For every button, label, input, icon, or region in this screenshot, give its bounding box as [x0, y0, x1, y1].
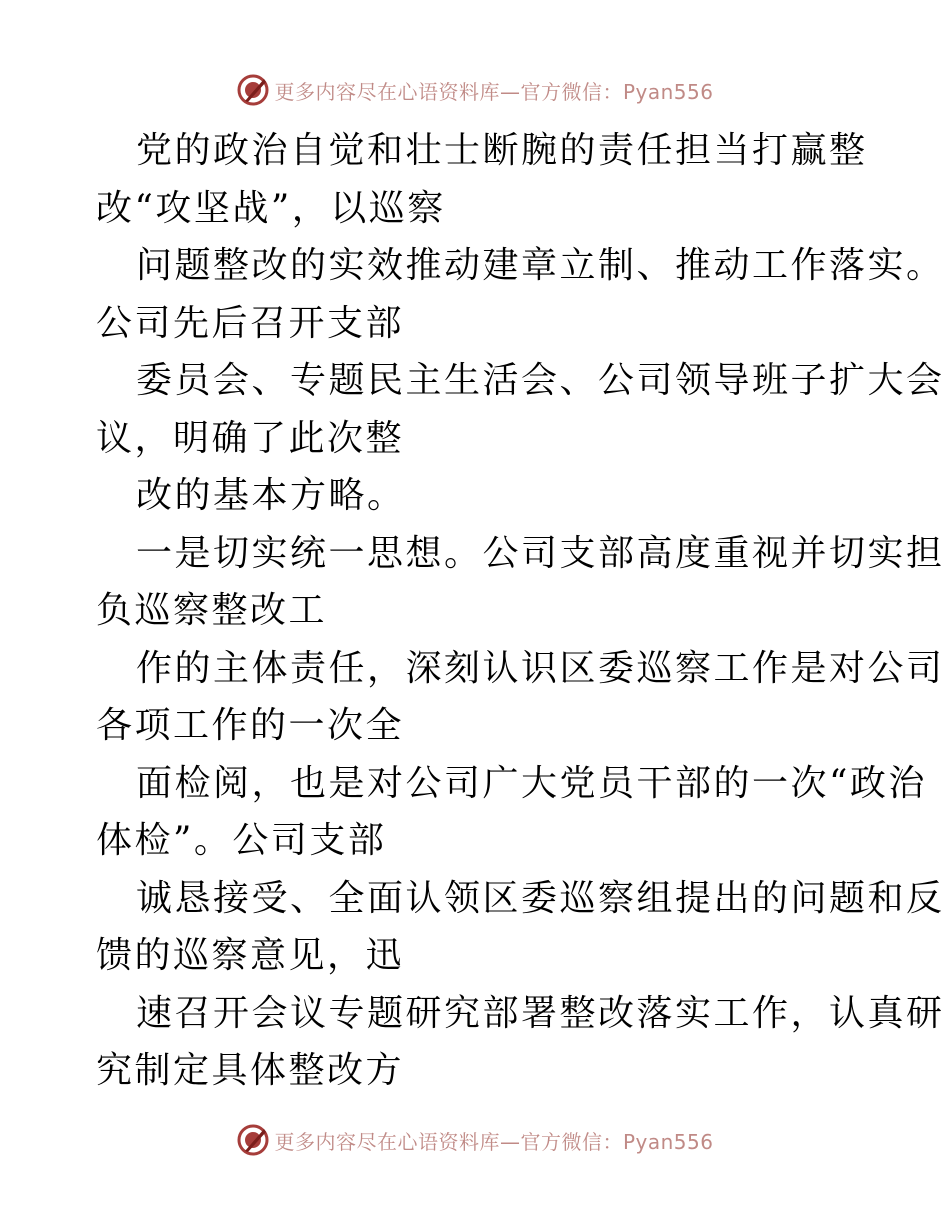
- body-line: 各项工作的一次全: [96, 705, 405, 746]
- body-line: 问题整改的实效推动建章立制、推动工作落实。: [136, 245, 945, 286]
- body-line: 负巡察整改工: [96, 590, 328, 631]
- body-line: 馈的巡察意见，迅: [96, 935, 405, 976]
- body-line: 究制定具体整改方: [96, 1050, 405, 1091]
- quill-seal-icon: [236, 73, 270, 107]
- body-line: 体检”。公司支部: [96, 820, 387, 861]
- body-line: 一是切实统一思想。公司支部高度重视并切实担: [136, 532, 945, 574]
- quill-seal-icon: [236, 1123, 270, 1157]
- footer-watermark: [0, 1120, 950, 1160]
- body-line: 党的政治自觉和壮士断腕的责任担当打赢整: [136, 130, 868, 171]
- header-watermark: [0, 70, 950, 110]
- watermark-text: 更多内容尽在心语资料库—官方微信：Pyan556: [274, 79, 714, 104]
- body-line: 诚恳接受、全面认领区委巡察组提出的问题和反: [136, 877, 945, 919]
- body-line: 速召开会议专题研究部署整改落实工作，认真研: [136, 992, 945, 1034]
- watermark-text: 更多内容尽在心语资料库—官方微信：Pyan556: [274, 1129, 714, 1154]
- body-line: 委员会、专题民主生活会、公司领导班子扩大会: [136, 360, 945, 401]
- body-line: 议，明确了此次整: [96, 417, 405, 459]
- body-line: 作的主体责任，深刻认识区委巡察工作是对公司: [136, 647, 945, 689]
- body-line: 改“攻坚战”，以巡察: [96, 187, 446, 229]
- body-line: 改的基本方略。: [136, 475, 406, 516]
- body-line: 面检阅，也是对公司广大党员干部的一次“政治: [136, 762, 927, 804]
- document-body: [96, 122, 945, 1100]
- body-line: 公司先后召开支部: [96, 302, 405, 344]
